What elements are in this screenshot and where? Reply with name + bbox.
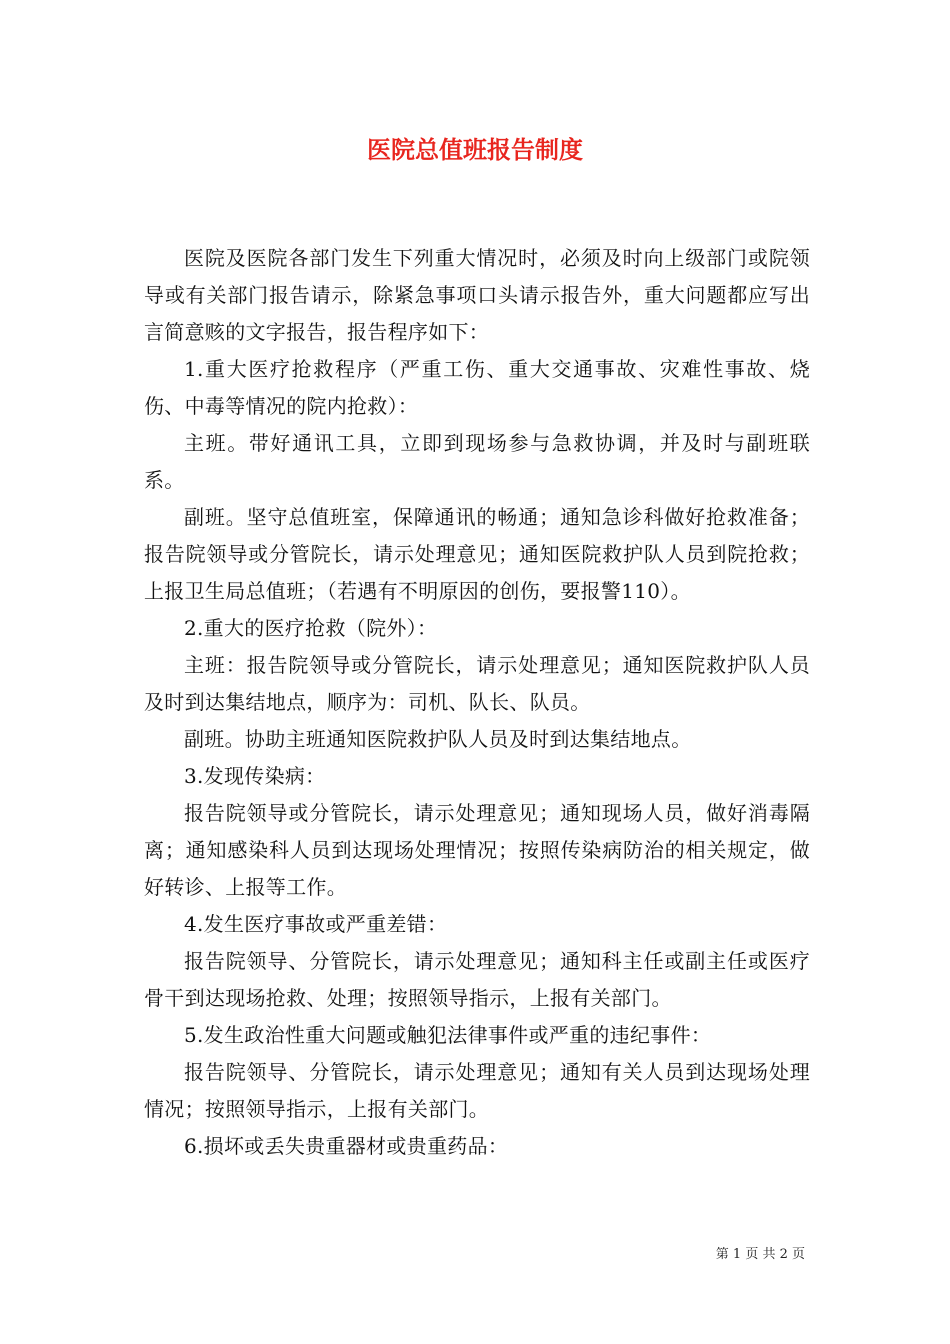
paragraph-item-1-main-shift: 主班。带好通讯工具，立即到现场参与急救协调，并及时与副班联系。 <box>144 431 810 492</box>
paragraph-item-2-main-shift: 主班：报告院领导或分管院长，请示处理意见；通知医院救护队人员及时到达集结地点，顺序为：司机、队长、队员。 <box>144 653 810 714</box>
paragraph-item-2-heading: 2.重大的医疗抢救（院外）： <box>184 616 438 640</box>
paragraph-item-5-body: 报告院领导、分管院长，请示处理意见；通知有关人员到达现场处理情况；按照领导指示，上报有关部门。 <box>144 1060 810 1121</box>
paragraph-item-4-heading: 4.发生医疗事故或严重差错： <box>184 912 448 936</box>
paragraph-item-6-heading: 6.损坏或丢失贵重器材或贵重药品： <box>184 1134 509 1158</box>
paragraph-item-2-deputy-shift: 副班。协助主班通知医院救护队人员及时到达集结地点。 <box>184 727 692 751</box>
paragraph-item-3-heading: 3.发现传染病： <box>184 764 326 788</box>
document-title: 医院总值班报告制度 <box>367 135 583 164</box>
paragraph-item-1-heading: 1.重大医疗抢救程序（严重工伤、重大交通事故、灾难性事故、烧伤、中毒等情况的院内抢救）： <box>144 357 810 418</box>
page-number: 第 1 页 共 2 页 <box>715 1247 805 1262</box>
paragraph-intro: 医院及医院各部门发生下列重大情况时，必须及时向上级部门或院领导或有关部门报告请示，除紧急事项口头请示报告外，重大问题都应写出言简意赅的文字报告，报告程序如下： <box>144 246 810 344</box>
paragraph-item-1-deputy-shift: 副班。坚守总值班室，保障通讯的畅通；通知急诊科做好抢救准备；报告院领导或分管院长，请示处理意见；通知医院救护队人员到院抢救；上报卫生局总值班；（若遇有不明原因的创伤，要报警110）。 <box>144 505 810 603</box>
paragraph-item-4-body: 报告院领导、分管院长，请示处理意见；通知科主任或副主任或医疗骨干到达现场抢救、处理；按照领导指示，上报有关部门。 <box>144 949 810 1010</box>
document-body <box>144 240 810 1165</box>
paragraph-item-5-heading: 5.发生政治性重大问题或触犯法律事件或严重的违纪事件： <box>184 1023 712 1047</box>
paragraph-item-3-body: 报告院领导或分管院长，请示处理意见；通知现场人员，做好消毒隔离；通知感染科人员到达现场处理情况；按照传染病防治的相关规定，做好转诊、上报等工作。 <box>144 801 810 899</box>
